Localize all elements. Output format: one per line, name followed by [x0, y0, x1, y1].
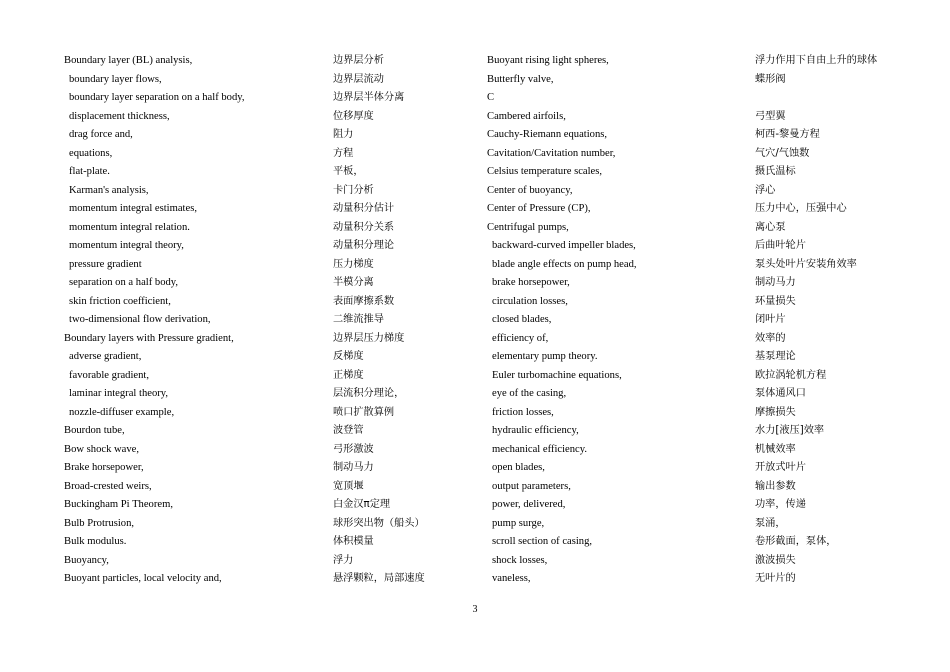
right-term-9: Centrifugal pumps,: [487, 221, 569, 233]
left-translation-20: 波登管: [333, 425, 364, 436]
right-translation-0: 浮力作用下自由上升的球体: [755, 55, 878, 66]
left-term-22: Brake horsepower,: [64, 462, 144, 473]
right-term-5: Cavitation/Cavitation number,: [487, 147, 616, 159]
left-translation-21: 弓形激波: [333, 443, 374, 455]
left-term-4: drag force and,: [69, 129, 133, 140]
right-translation-19: 摩擦损失: [755, 406, 796, 418]
left-term-9: momentum integral relation.: [69, 221, 190, 233]
left-term-24: Buckingham Pi Theorem,: [64, 499, 173, 510]
left-translation-9: 动量积分关系: [333, 221, 395, 233]
right-translation-16: 基泵理论: [755, 351, 796, 362]
right-translation-15: 效率的: [755, 332, 786, 344]
right-term-12: brake horsepower,: [492, 277, 570, 288]
left-translation-2: 边界层半体分离: [333, 92, 405, 103]
right-term-2: C: [487, 92, 495, 103]
right-term-7: Center of buoyancy,: [487, 184, 573, 196]
left-term-26: Bulk modulus.: [64, 536, 127, 547]
left-term-0: Boundary layer (BL) analysis,: [64, 55, 193, 66]
left-term-2: boundary layer separation on a half body,: [69, 92, 245, 103]
left-translation-24: 白金汉π定理: [333, 499, 391, 510]
right-translation-26: 卷形截面，泵体，: [755, 536, 837, 547]
left-term-23: Broad-crested weirs,: [64, 480, 152, 492]
left-translation-15: 边界层压力梯度: [333, 332, 405, 344]
left-term-27: Buoyancy,: [64, 554, 109, 566]
right-term-8: Center of Pressure (CP),: [487, 203, 591, 214]
left-english-column: [64, 52, 314, 589]
left-translation-7: 卡门分析: [333, 184, 374, 196]
right-term-22: open blades,: [492, 462, 545, 473]
right-term-16: elementary pump theory.: [492, 351, 598, 362]
right-translation-17: 欧拉涡轮机方程: [755, 369, 827, 381]
right-term-4: Cauchy-Riemann equations,: [487, 129, 608, 140]
left-term-21: Bow shock wave,: [64, 443, 140, 455]
right-term-18: eye of the casing,: [492, 388, 567, 399]
right-translation-20: 水力[液压]效率: [755, 425, 825, 436]
left-term-5: equations,: [69, 147, 113, 159]
right-translation-4: 柯西-黎曼方程: [755, 129, 820, 140]
right-term-11: blade angle effects on pump head,: [492, 258, 637, 270]
right-term-13: circulation losses,: [492, 295, 568, 307]
left-term-8: momentum integral estimates,: [69, 203, 197, 214]
right-translation-3: 弓型翼: [755, 110, 786, 122]
right-translation-11: 泵头处叶片安装角效率: [755, 258, 857, 270]
left-translation-26: 体积模量: [333, 536, 374, 547]
left-translation-16: 反梯度: [333, 351, 364, 362]
right-term-17: Euler turbomachine equations,: [492, 369, 622, 381]
right-term-15: efficiency of,: [492, 332, 549, 344]
right-term-28: vaneless,: [492, 573, 531, 584]
page-number: 3: [472, 604, 478, 615]
left-term-28: Buoyant particles, local velocity and,: [64, 573, 222, 584]
right-translation-6: 摄氏温标: [755, 166, 796, 177]
right-translation-27: 激波损失: [755, 554, 796, 566]
left-term-12: separation on a half body,: [69, 277, 179, 288]
right-translation-7: 浮心: [755, 184, 776, 196]
left-translation-3: 位移厚度: [333, 110, 374, 122]
left-translation-10: 动量积分理论: [333, 240, 395, 251]
right-term-26: scroll section of casing,: [492, 536, 593, 547]
left-term-14: two-dimensional flow derivation,: [69, 314, 211, 325]
left-term-20: Bourdon tube,: [64, 425, 125, 436]
left-translation-11: 压力梯度: [333, 258, 374, 270]
left-translation-14: 二维流推导: [333, 314, 384, 325]
left-translation-28: 悬浮颗粒，局部速度: [333, 573, 425, 584]
right-translation-13: 环量损失: [755, 295, 796, 307]
right-translation-21: 机械效率: [755, 443, 796, 455]
left-translation-13: 表面摩擦系数: [333, 295, 395, 307]
right-chinese-column: [755, 52, 935, 589]
right-term-10: backward-curved impeller blades,: [492, 240, 636, 251]
right-translation-9: 离心泵: [755, 221, 786, 233]
right-term-0: Buoyant rising light spheres,: [487, 55, 609, 66]
left-term-6: flat-plate.: [69, 166, 110, 177]
left-translation-8: 动量积分估计: [333, 203, 395, 214]
right-translation-1: 蝶形阀: [755, 73, 786, 85]
left-translation-1: 边界层流动: [333, 73, 384, 85]
right-translation-23: 输出参数: [755, 480, 796, 492]
right-term-6: Celsius temperature scales,: [487, 166, 603, 177]
left-translation-0: 边界层分析: [333, 55, 384, 66]
left-translation-22: 制动马力: [333, 462, 374, 473]
left-translation-25: 球形突出物（船头）: [333, 517, 425, 529]
right-term-27: shock losses,: [492, 554, 548, 566]
right-term-20: hydraulic efficiency,: [492, 425, 579, 436]
right-translation-12: 制动马力: [755, 277, 796, 288]
left-translation-6: 平板，: [333, 166, 364, 177]
left-term-3: displacement thickness,: [69, 110, 170, 122]
left-translation-23: 宽顶堰: [333, 480, 364, 492]
right-translation-18: 泵体通风口: [755, 388, 806, 399]
right-term-23: output parameters,: [492, 480, 571, 492]
right-term-14: closed blades,: [492, 314, 552, 325]
left-translation-12: 半模分离: [333, 277, 374, 288]
left-term-16: adverse gradient,: [69, 351, 142, 362]
left-translation-18: 层流积分理论，: [333, 388, 405, 399]
right-term-1: Butterfly valve,: [487, 73, 554, 85]
right-term-3: Cambered airfoils,: [487, 110, 566, 122]
left-term-10: momentum integral theory,: [69, 240, 184, 251]
left-term-25: Bulb Protrusion,: [64, 517, 135, 529]
right-term-25: pump surge,: [492, 517, 545, 529]
right-translation-22: 开放式叶片: [755, 462, 806, 473]
left-term-1: boundary layer flows,: [69, 73, 162, 85]
left-term-19: nozzle-diffuser example,: [69, 406, 175, 418]
right-translation-25: 泵涌，: [755, 517, 786, 529]
left-translation-17: 正梯度: [333, 369, 364, 381]
right-translation-28: 无叶片的: [755, 573, 796, 584]
left-term-18: laminar integral theory,: [69, 388, 169, 399]
left-translation-4: 阻力: [333, 129, 354, 140]
left-term-11: pressure gradient: [69, 258, 142, 270]
left-chinese-column: [333, 52, 473, 589]
right-english-column: [487, 52, 737, 589]
right-translation-2: [755, 89, 935, 108]
right-term-19: friction losses,: [492, 406, 554, 418]
left-term-17: favorable gradient,: [69, 369, 150, 381]
left-translation-5: 方程: [333, 147, 354, 159]
right-translation-24: 功率，传递: [755, 499, 806, 510]
right-translation-14: 闭叶片: [755, 314, 786, 325]
left-term-7: Karman's analysis,: [69, 184, 149, 196]
right-translation-10: 后曲叶轮片: [755, 240, 806, 251]
left-translation-27: 浮力: [333, 554, 354, 566]
left-term-15: Boundary layers with Pressure gradient,: [64, 332, 234, 344]
right-term-24: power, delivered,: [492, 499, 566, 510]
left-term-13: skin friction coefficient,: [69, 295, 171, 307]
right-term-21: mechanical efficiency.: [492, 443, 587, 455]
left-translation-19: 喷口扩散算例: [333, 406, 395, 418]
right-translation-8: 压力中心，压强中心: [755, 203, 847, 214]
right-translation-5: 气穴/气蚀数: [755, 147, 810, 159]
